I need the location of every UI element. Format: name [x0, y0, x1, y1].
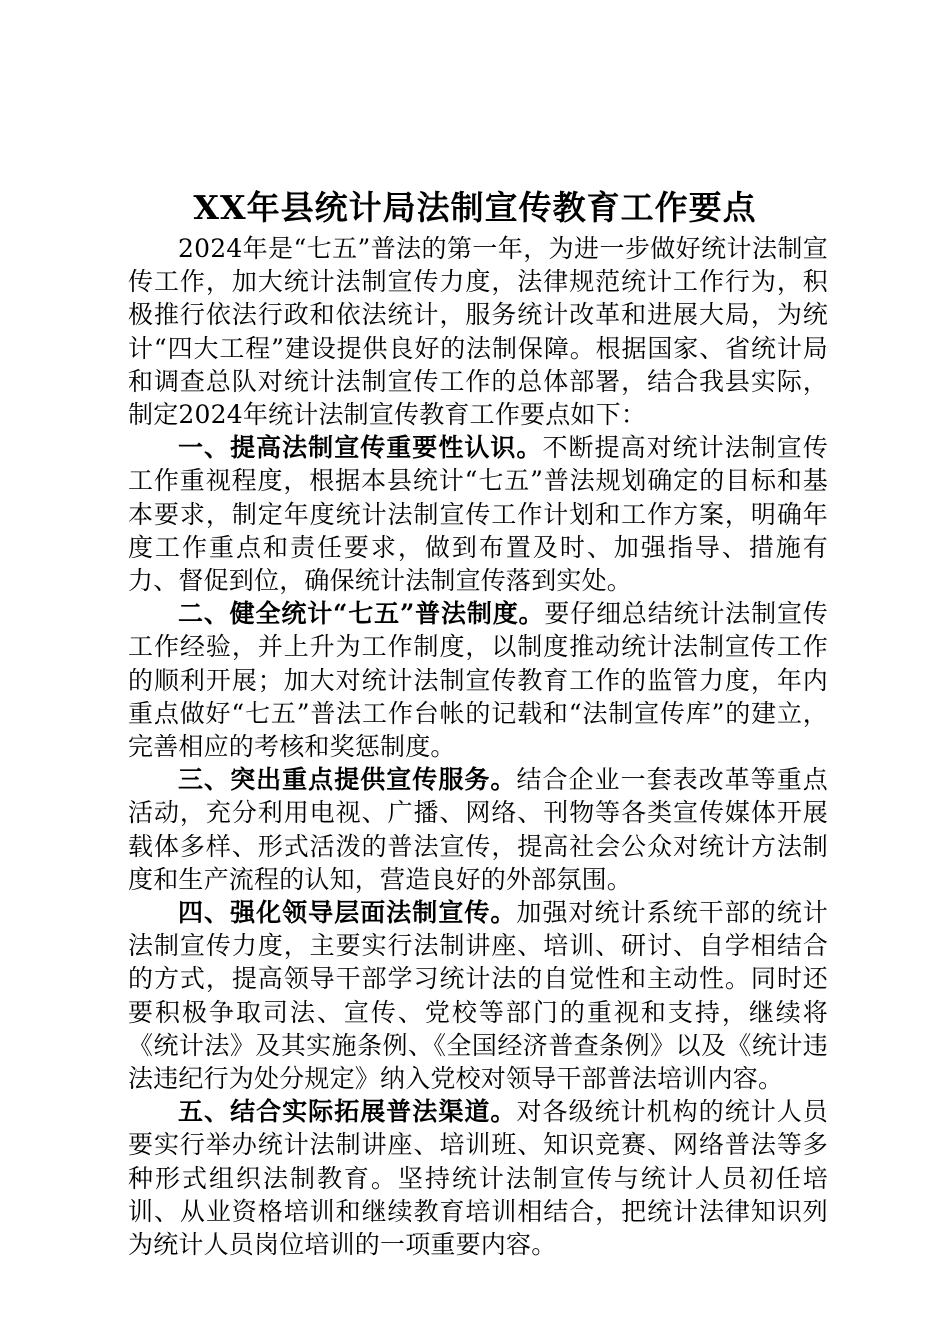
section-5-text: 对各级统计机构的统计人员要实行举办统计法制讲座、培训班、知识竞赛、网络普法等多种形式组织法制教育。坚持统计法制宣传与统计人员初任培训、从业资格培训和继续教育培训相结合，把统计法律知识列为统计人员岗位培训的一项重要内容。: [128, 1097, 828, 1260]
intro-paragraph: 2024年是“七五”普法的第一年，为进一步做好统计法制宣传工作，加大统计法制宣传力度，法律规范统计工作行为，积极推行依法行政和依法统计，服务统计改革和进展大局，为统计“四大工程”建设提供良好的法制保障。根据国家、省统计局和调查总队对统计法制宣传工作的总体部署，结合我县实际，制定2024年统计法制宣传教育工作要点如下：: [128, 234, 828, 430]
section-3-heading: 三、突出重点提供宣传服务。: [178, 765, 517, 795]
section-2-text: 要仔细总结统计法制宣传工作经验，并上升为工作制度，以制度推动统计法制宣传工作的顺利开展；加大对统计法制宣传教育工作的监管力度，年内重点做好“七五”普法工作台帐的记载和“法制宣传库”的建立，完善相应的考核和奖惩制度。: [128, 599, 829, 762]
section-3-paragraph: [128, 763, 828, 896]
section-5-heading: 五、结合实际拓展普法渠道。: [178, 1097, 517, 1127]
document-body: [128, 232, 828, 1261]
section-5-paragraph: [128, 1095, 828, 1261]
section-4-paragraph: [128, 896, 828, 1095]
section-1-heading: 一、提高法制宣传重要性认识。: [178, 433, 543, 463]
section-3-text: 结合企业一套表改革等重点活动，充分利用电视、广播、网络、刊物等各类宣传媒体开展载体多样、形式活泼的普法宣传，提高社会公众对统计方法制度和生产流程的认知，营造良好的外部氛围。: [128, 765, 828, 894]
section-2-heading: 二、健全统计“七五”普法制度。: [178, 599, 545, 629]
section-1-text: 不断提高对统计法制宣传工作重视程度，根据本县统计“七五”普法规划确定的目标和基本要求，制定年度统计法制宣传工作计划和工作方案，明确年度工作重点和责任要求，做到布置及时、加强指导、措施有力、督促到位，确保统计法制宣传落到实处。: [128, 433, 828, 596]
section-4-heading: 四、强化领导层面法制宣传。: [178, 898, 517, 928]
section-2-paragraph: [128, 597, 828, 763]
section-1-paragraph: [128, 431, 828, 597]
document-title: XX年县统计局法制宣传教育工作要点: [193, 188, 757, 227]
section-4-text: 加强对统计系统干部的统计法制宣传力度，主要实行法制讲座、培训、研讨、自学相结合的方式，提高领导干部学习统计法的自觉性和主动性。同时还要积极争取司法、宣传、党校等部门的重视和支持，继续将《统计法》及其实施条例、《全国经济普查条例》以及《统计违法违纪行为处分规定》纳入党校对领导干部普法培训内容。: [128, 898, 828, 1094]
